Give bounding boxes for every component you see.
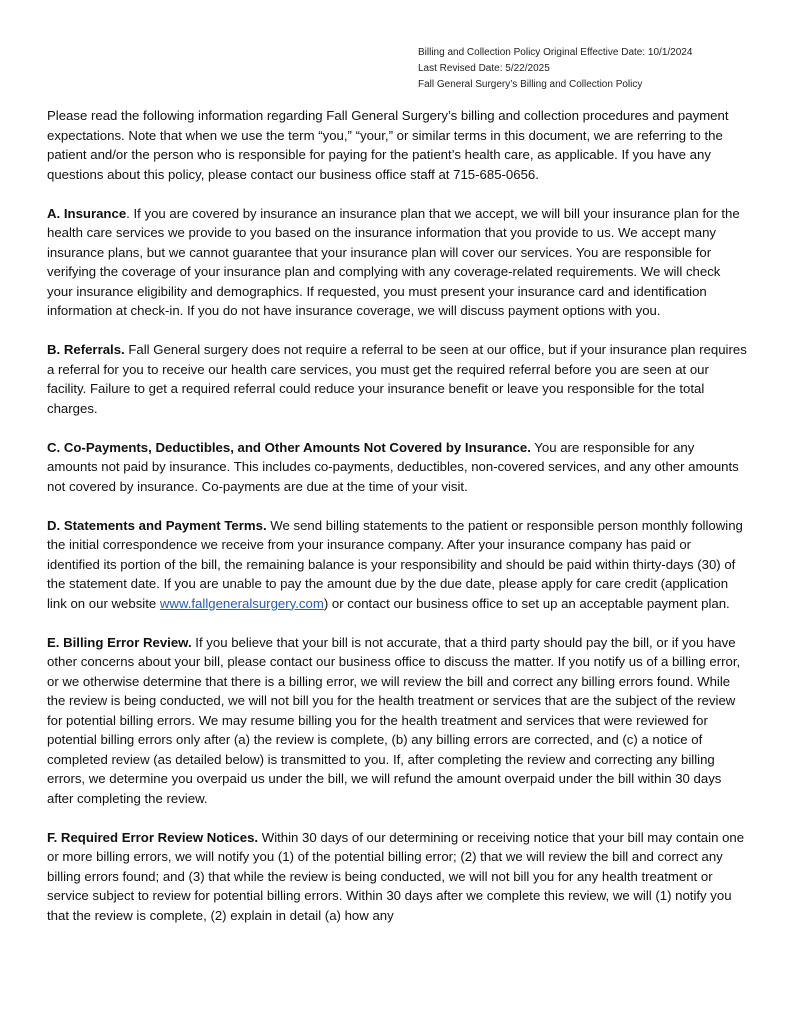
section-insurance bbox=[47, 204, 747, 321]
section-billing-error-review-text: If you believe that your bill is not accurate, that a third party should pay the bill, or if you have other concerns about your bill, please contact our business office to discuss the matter. If you notify us of a billing error, or we otherwise determine that there is a billing error, we will review the bill and correct any billing errors found. While the review is being conducted, we will not bill you for the health treatment or services that are the subject of the review for potential billing errors. We may resume billing you for the health treatment and services that were reviewed for potential billing errors only after (a) the review is complete, (b) any billing errors are corrected, and (c) a notice of completed review (as detailed below) is transmitted to you. If, after completing the review and correcting any billing errors, we determine you overpaid us under the bill, we will refund the amount overpaid under the bill within 30 days after completing the review. bbox=[47, 634, 741, 806]
section-copayments bbox=[47, 438, 747, 497]
section-statements-text: We send billing statements to the patient or responsible person monthly following the initial correspondence we receive from your insurance company. After your insurance company has paid or identified its portion of the bill, the remaining balance is your responsibility and should be paid within thirty-days (30) of the statement date. If you are unable to pay the amount due by the due date, please apply for care credit (application link on our website bbox=[47, 517, 743, 611]
section-error-review-notices bbox=[47, 828, 747, 926]
section-copayments-title: C. Co-Payments, Deductibles, and Other Amounts Not Covered by Insurance. bbox=[47, 439, 531, 455]
intro-paragraph: Please read the following information regarding Fall General Surgery’s billing and collection procedures and payment expectations. Note that when we use the term “you,” “your,” or similar terms in this document, we are referring to the patient and/or the person who is responsible for paying for the patient’s health care, as applicable. If you have any questions about this policy, please contact our business office staff at 715-685-0656. bbox=[47, 108, 729, 182]
section-insurance-title: A. Insurance bbox=[47, 205, 127, 221]
effective-date: Billing and Collection Policy Original Effective Date: 10/1/2024 bbox=[418, 47, 693, 58]
section-statements-title: D. Statements and Payment Terms. bbox=[47, 517, 267, 533]
section-referrals-text: Fall General surgery does not require a referral to be seen at our office, but if your insurance plan requires a referral for you to receive our health care services, you must get the required referral before you are seen at our facility. Failure to get a required referral could reduce your insurance benefit or leave you responsible for the total charges. bbox=[47, 342, 747, 416]
section-statements-text-end: ) or contact our business office to set up an acceptable payment plan. bbox=[323, 595, 730, 611]
section-insurance-text: . If you are covered by insurance an insurance plan that we accept, we will bill your insurance plan for the health care services we provide to you based on the insurance information that you provide to us. We accept many insurance plans, but we cannot guarantee that your insurance plan will cover our services. You are responsible for verifying the coverage of your insurance plan and complying with any coverage-related requirements. We will check your insurance eligibility and demographics. If requested, you must present your insurance card and identification information at check-in. If you do not have insurance coverage, we will discuss payment options with you. bbox=[47, 205, 740, 318]
section-copayments-text: You are responsible for any amounts not paid by insurance. This includes co-payments, deductibles, non-covered services, and any other amounts not covered by insurance. Co-payments are due at the time of your visit. bbox=[47, 439, 739, 494]
revised-date: Last Revised Date: 5/22/2025 bbox=[418, 63, 550, 74]
policy-header bbox=[418, 45, 692, 93]
section-billing-error-review-title: E. Billing Error Review. bbox=[47, 634, 192, 650]
website-link[interactable]: www.fallgeneralsurgery.com bbox=[159, 595, 324, 611]
section-referrals bbox=[47, 340, 747, 418]
section-referrals-title: B. Referrals. bbox=[47, 342, 125, 357]
section-statements bbox=[47, 516, 747, 614]
section-error-review-notices-text: Within 30 days of our determining or receiving notice that your bill may contain one or more billing errors, we will notify you (1) of the potential billing error; (2) that we will review the bill and correct any billing errors found; and (3) that while the review is being conducted, we will not bill you for any health treatment or service subject to review for potential billing errors. Within 30 days after we complete this review, we will (1) notify you that the review is complete, (2) explain in detail (a) how any bbox=[47, 829, 745, 923]
policy-title: Fall General Surgery’s Billing and Collection Policy bbox=[418, 79, 643, 90]
policy-body bbox=[47, 106, 747, 945]
section-billing-error-review bbox=[47, 633, 747, 809]
section-error-review-notices-title: F. Required Error Review Notices. bbox=[47, 829, 259, 845]
